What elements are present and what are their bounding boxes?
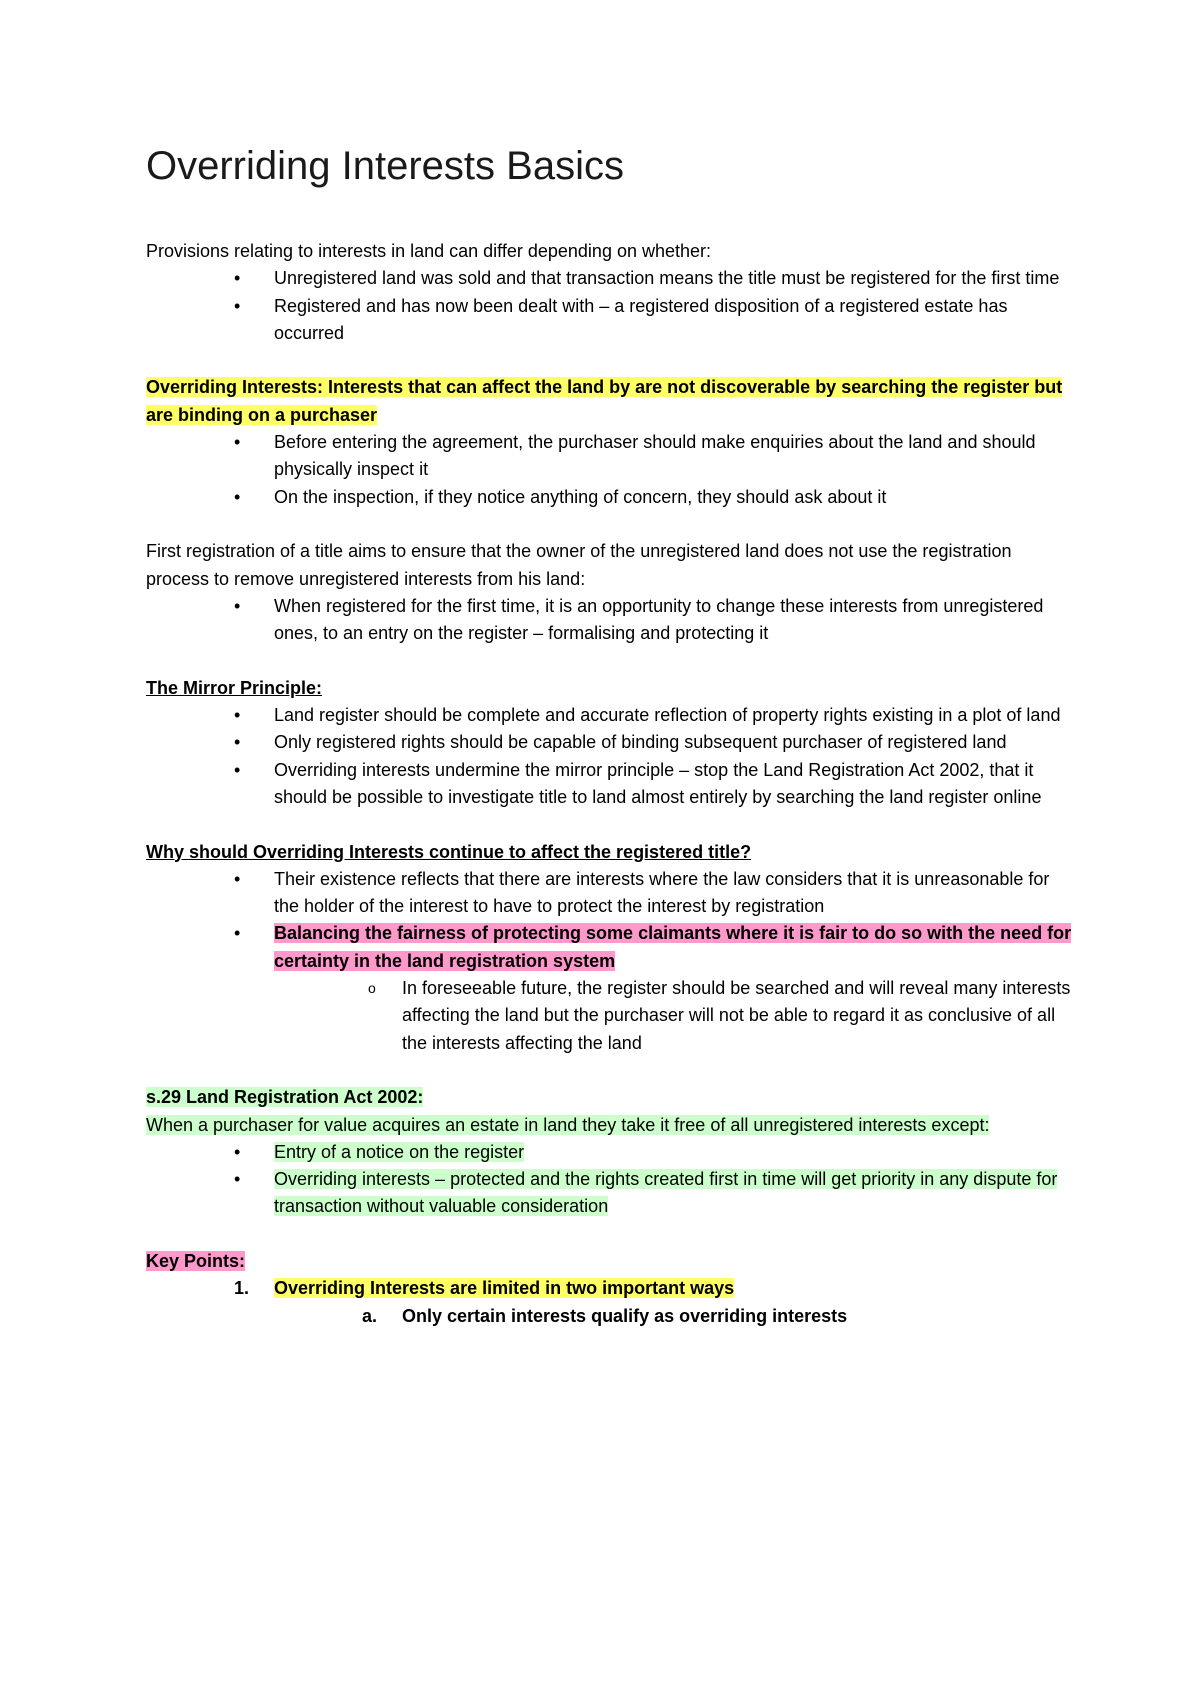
- bullet-icon: •: [234, 295, 241, 316]
- mirror-list: [146, 702, 1076, 811]
- bullet-icon: •: [234, 1169, 241, 1190]
- bullet-icon: •: [234, 268, 241, 289]
- overriding-list: [146, 429, 1076, 511]
- bullet-icon: •: [234, 1141, 241, 1162]
- list-item: • Only registered rights should be capable of binding subsequent purchaser of registered land: [146, 729, 1076, 756]
- intro-list: [146, 265, 1076, 347]
- list-item: • Registered and has now been dealt with – a registered disposition of a registered estate has occurred: [146, 293, 1076, 348]
- list-letter: a.: [362, 1305, 378, 1326]
- list-number: 1.: [234, 1278, 250, 1299]
- bullet-icon: •: [234, 432, 241, 453]
- page-title: Overriding Interests Basics: [146, 144, 624, 188]
- intro-text: Provisions relating to interests in land can differ depending on whether:: [146, 241, 712, 261]
- overriding-heading: Overriding Interests: Interests that can affect the land by are not discoverable by searching the register but are binding on a purchaser: [146, 377, 1063, 425]
- list-item: • Before entering the agreement, the purchaser should make enquiries about the land and should physically inspect it: [146, 429, 1076, 484]
- bullet-icon: •: [234, 595, 241, 616]
- first-registration-list: [146, 593, 1076, 648]
- list-item: • Entry of a notice on the register: [146, 1139, 1076, 1166]
- list-item: • On the inspection, if they notice anything of concern, they should ask about it: [146, 484, 1076, 511]
- bullet-icon: •: [234, 868, 241, 889]
- key-points-heading: Key Points:: [146, 1250, 246, 1271]
- bullet-icon: •: [234, 705, 241, 726]
- s29-text: When a purchaser for value acquires an estate in land they take it free of all unregistered interests except:: [146, 1114, 990, 1135]
- bullet-icon: •: [234, 486, 241, 507]
- list-item: • Unregistered land was sold and that transaction means the title must be registered for the first time: [146, 265, 1076, 292]
- list-item: • Their existence reflects that there are interests where the law considers that it is unreasonable for the holder of the interest to have to protect the interest by registration: [146, 866, 1076, 921]
- list-item: • Overriding interests – protected and the rights created first in time will get priority in any dispute for transaction without valuable consideration: [146, 1166, 1076, 1221]
- bullet-icon: •: [234, 923, 241, 944]
- list-item: • Land register should be complete and accurate reflection of property rights existing in a plot of land: [146, 702, 1076, 729]
- list-item: 1. Overriding Interests are limited in two important ways: [146, 1275, 1076, 1302]
- s29-heading: s.29 Land Registration Act 2002:: [146, 1087, 424, 1108]
- list-item: • When registered for the first time, it is an opportunity to change these interests from unregistered ones, to an entry on the register – formalising and protecting it: [146, 593, 1076, 648]
- document-body: [146, 238, 1076, 1330]
- list-item: • Balancing the fairness of protecting some claimants where it is fair to do so with the need for certainty in the land registration system: [146, 920, 1076, 975]
- why-list: [146, 866, 1076, 1057]
- mirror-heading: The Mirror Principle:: [146, 677, 323, 698]
- bullet-icon: •: [234, 732, 241, 753]
- key-points-list: [146, 1275, 1076, 1330]
- first-registration-text: First registration of a title aims to ensure that the owner of the unregistered land does not use the registration process to remove unregistered interests from his land:: [146, 541, 1012, 589]
- list-item: • Overriding interests undermine the mirror principle – stop the Land Registration Act 2002, that it should be possible to investigate title to land almost entirely by searching the land register online: [146, 757, 1076, 812]
- circle-bullet-icon: o: [368, 980, 376, 997]
- bullet-icon: •: [234, 759, 241, 780]
- why-heading: Why should Overriding Interests continue to affect the registered title?: [146, 841, 752, 862]
- list-item: a. Only certain interests qualify as overriding interests: [146, 1303, 1076, 1330]
- list-item: o In foreseeable future, the register should be searched and will reveal many interests affecting the land but the purchaser will not be able to regard it as conclusive of all the interests affecting the land: [146, 975, 1076, 1057]
- s29-list: [146, 1139, 1076, 1221]
